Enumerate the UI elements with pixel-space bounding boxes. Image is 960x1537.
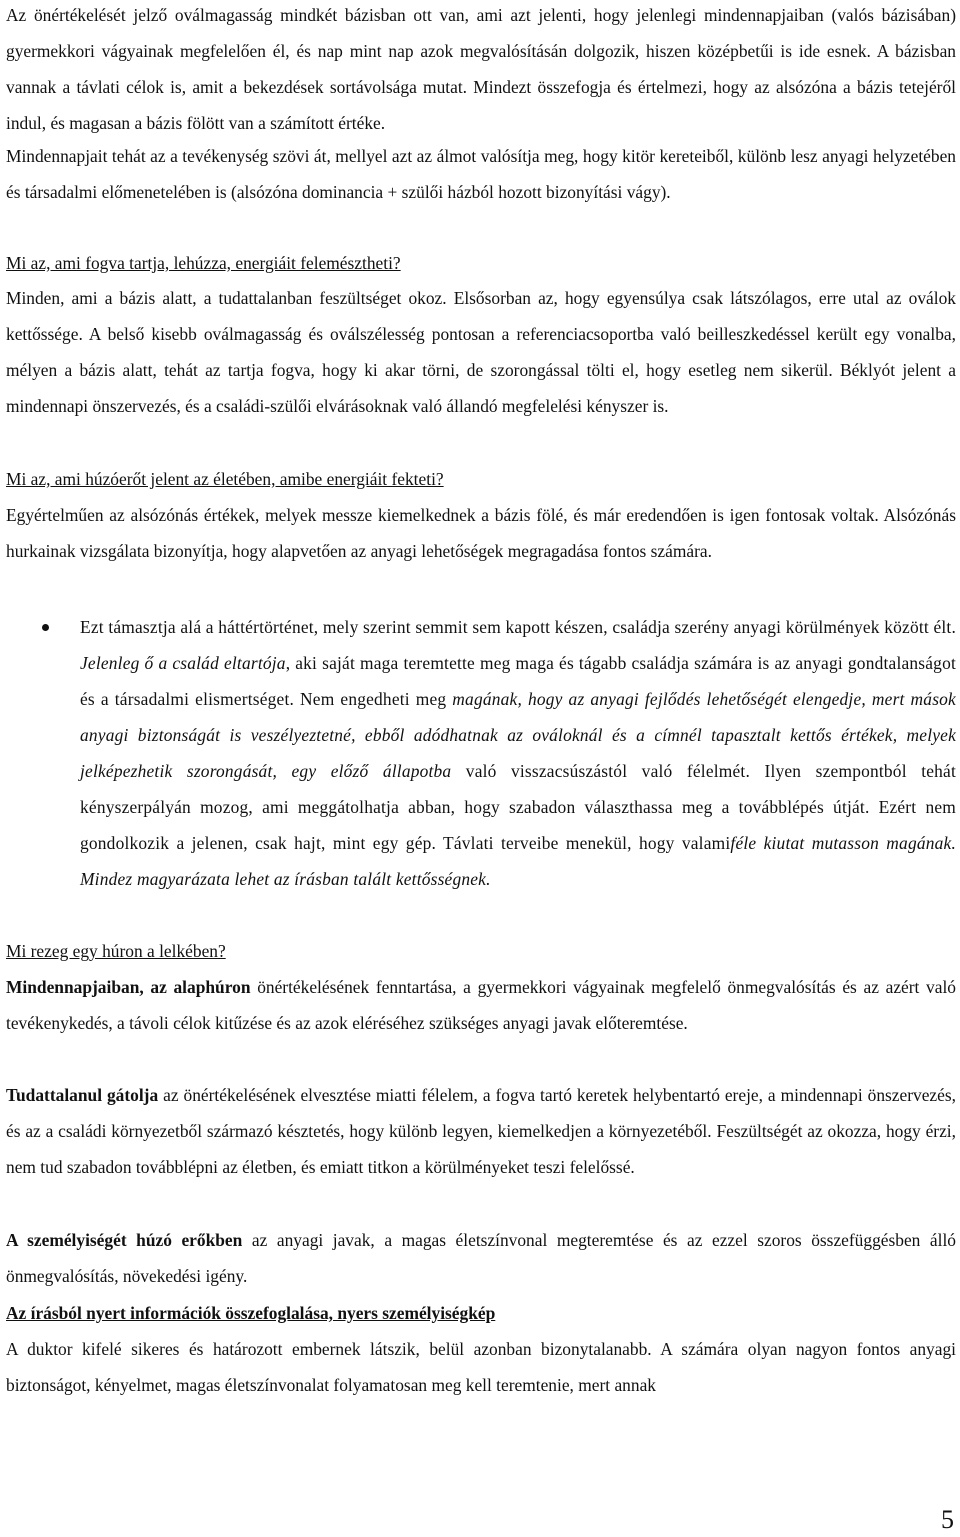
paragraph-unconscious-tension: Minden, ami a bázis alatt, a tudattalanban feszültséget okoz. Elsősorban az, hogy egyensúlya csak látszólagos, erre utal az oválok kettőssége. A belső kisebb oválmagasság és oválszélesség pontosan a referenciacsoportba való beilleszkedéssel került egy vonalba, mélyen a bázis alatt, tehát az tartja fogva, hogy ki akar törni, de szorongással tölti el, hogy esetleg nem sikerül. Béklyót jelent a mindennapi önszervezés, és a családi-szülői elvárásoknak való állandó megfelelési kényszer is. xyxy=(6,288,956,416)
paragraph-pulling-forces xyxy=(6,1222,956,1294)
paragraph-summary: A duktor kifelé sikeres és határozott embernek látszik, belül azonban bizonytalanabb. A számára olyan nagyon fontos anyagi biztonságot, kényelmet, magas életszínvonalat folyamatosan meg kell teremtenie, mert annak xyxy=(6,1339,956,1395)
question-what-holds-back: Mi az, ami fogva tartja, lehúzza, energiáit felemésztheti? xyxy=(6,253,401,273)
bullet-icon xyxy=(42,624,49,631)
paragraph-unconscious-block xyxy=(6,1077,956,1185)
paragraph-lower-zone-values: Egyértelműen az alsózónás értékek, melyek messze kiemelkednek a bázis fölé, és már eredendően is igen fontosak voltak. Alsózónás hurkainak vizsgálata bizonyítja, hogy alapvetően az anyagi lehetőségek megragadása fontos számára. xyxy=(6,505,956,561)
bold-lead: Mindennapjaiban, az alaphúron xyxy=(6,977,251,997)
paragraph-text: önértékelésének fenntartása, a gyermekkori vágyainak megfelelő önmegvalósítás és az azért való tevékenykedés, a távoli célok kitűzése és az azok eléréséhez szükséges anyagi javak előteremtése. xyxy=(6,977,957,1033)
page-number: 5 xyxy=(941,1505,954,1534)
bullet-text-part: , aki saját maga teremtette meg maga és tágabb családja számára is az anyagi gondtalanságot és a társadalmi elismertséget. Nem engedheti meg xyxy=(80,653,956,709)
bullet-text-part: való visszacsúszástól való félelmét. Ilyen szempontból tehát kényszerpályán mozog, ami meggátolhatja abban, hogy szabadon választhassa meg a továbblépés útját. Ezért nem gondolkozik a jelenen, csak hajt, mint egy gép. Távlati terveibe menekül, hogy valami xyxy=(80,761,956,853)
paragraph-base-string xyxy=(6,969,956,1041)
paragraph-text: az önértékelésének elvesztése miatti félelem, a fogva tartó keretek helybentartó ereje, a mindennapi önszervezés, és az a családi környezetből származó késztetés, hogy különb legyen, kiemelkedjen a környezetéből. Feszültségét az okozza, hogy érzi, nem tud szabadon továbblépni az életben, és emiatt titkon a körülményeket teszi felelőssé. xyxy=(6,1085,956,1177)
bullet-text-italic: Jelenleg ő a család eltartója xyxy=(80,653,286,673)
bullet-text-part: Ezt támasztja alá a háttértörténet, mely szerint semmit sem kapott készen, családja szerény anyagi körülmények között élt. xyxy=(80,617,956,637)
paragraph-daily-life: Mindennapjait tehát az a tevékenység szövi át, mellyel azt az álmot valósítja meg, hogy kitör kereteiből, különb lesz anyagi helyzetében és társadalmi előmenetelében is (alsózóna dominancia + szülői házból hozott bizonyítási vágy). xyxy=(6,146,956,202)
bullet-text-italic: magának, hogy az anyagi fejlődés lehetőségét elengedje, mert mások anyagi biztonságát is veszélyeztetné, ebből adódhatnak az ováloknál és a címnél tapasztalt kettős értékek, melyek jelképezhetik szorongását, egy előző állapotba xyxy=(80,689,956,781)
question-resonance: Mi rezeg egy húron a lelkében? xyxy=(6,941,226,961)
bold-lead: A személyiségét húzó erőkben xyxy=(6,1230,243,1250)
paragraph-self-esteem: Az önértékelését jelző oválmagasság mindkét bázisban ott van, ami azt jelenti, hogy jelenlegi mindennapjaiban (valós bázisában) gyermekkori vágyainak megfelelően él, és nap mint nap azok megvalósításán dolgozik, hiszen középbetűi is ide esnek. A bázisban vannak a távlati célok is, amit a bekezdések sortávolsága mutat. Mindezt összefogja és értelmezi, hogy az alsózóna a bázis tetejéről indul, és magasan a bázis fölött van a számított értéke. xyxy=(6,5,956,133)
bold-lead: Tudattalanul gátolja xyxy=(6,1085,159,1105)
paragraph-text: az anyagi javak, a magas életszínvonal megteremtése és az ezzel szoros összefüggésben álló önmegvalósítás, növekedési igény. xyxy=(6,1230,956,1286)
section-heading-summary: Az írásból nyert információk összefoglalása, nyers személyiségkép xyxy=(6,1303,496,1323)
question-driving-force: Mi az, ami húzóerőt jelent az életében, amibe energiáit fekteti? xyxy=(6,469,444,489)
bullet-text xyxy=(80,609,956,897)
bullet-text-italic: féle kiutat mutasson magának. Mindez magyarázata lehet az írásban talált kettősségnek. xyxy=(80,833,957,889)
